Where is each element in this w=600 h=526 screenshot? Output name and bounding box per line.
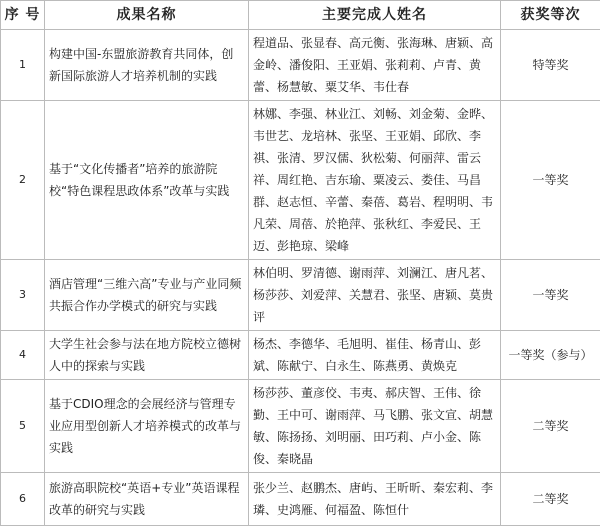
header-row xyxy=(1,1,600,30)
award-level: 二等奖 xyxy=(501,473,600,526)
award-level: 二等奖 xyxy=(501,380,600,473)
completers-names: 林伯明、罗清德、谢雨萍、刘澜江、唐凡茗、杨莎莎、刘爱萍、关慧君、张坚、唐颖、莫贵评 xyxy=(249,260,501,331)
achievement-title: 大学生社会参与法在地方院校立德树人中的探索与实践 xyxy=(45,331,249,380)
header-title: 成果名称 xyxy=(45,1,249,30)
table-row xyxy=(1,331,600,380)
header-award: 获奖等次 xyxy=(501,1,600,30)
row-number: 3 xyxy=(1,260,45,331)
award-level: 一等奖 xyxy=(501,101,600,260)
award-level: 一等奖 xyxy=(501,260,600,331)
achievement-title: 旅游高职院校“英语+专业”英语课程改革的研究与实践 xyxy=(45,473,249,526)
achievement-title: 酒店管理“三维六高”专业与产业同频共振合作办学模式的研究与实践 xyxy=(45,260,249,331)
table-row xyxy=(1,30,600,101)
completers-names: 杨莎莎、董彦佼、韦夷、郝庆智、王伟、徐勤、王中可、谢雨萍、马飞鹏、张文宣、胡慧敏、陈扬扬、刘明丽、田巧莉、卢小金、陈俊、秦晓晶 xyxy=(249,380,501,473)
completers-names: 杨杰、李德华、毛旭明、崔佳、杨青山、彭斌、陈献宁、白永生、陈燕勇、黄焕克 xyxy=(249,331,501,380)
table-row xyxy=(1,260,600,331)
completers-names: 林娜、李强、林业江、刘畅、刘金菊、金晔、韦世艺、龙培林、张坚、王亚娟、邱欣、李祺、张清、罗汉儒、狄松菊、何丽萍、雷云祥、周红艳、吉东瑜、粟凌云、娄佳、马昌群、赵志恒、辛蕾、秦蓓、葛岩、程明明、韦凡荣、周蓓、於艳萍、张秋红、李爱民、王迈、彭艳琼、梁峰 xyxy=(249,101,501,260)
row-number: 5 xyxy=(1,380,45,473)
header-no: 序 号 xyxy=(1,1,45,30)
award-level: 特等奖 xyxy=(501,30,600,101)
header-names: 主要完成人姓名 xyxy=(249,1,501,30)
completers-names: 程道品、张显春、高元衡、张海琳、唐颖、高金岭、潘俊阳、王亚娟、张莉莉、卢青、黄蕾、杨慧敏、粟艾华、韦仕春 xyxy=(249,30,501,101)
achievement-title: 基于CDIO理念的会展经济与管理专业应用型创新人才培养模式的改革与实践 xyxy=(45,380,249,473)
table-row xyxy=(1,380,600,473)
row-number: 6 xyxy=(1,473,45,526)
award-level: 一等奖（参与） xyxy=(501,331,600,380)
table-row xyxy=(1,101,600,260)
row-number: 4 xyxy=(1,331,45,380)
achievement-title: 构建中国-东盟旅游教育共同体，创新国际旅游人才培养机制的实践 xyxy=(45,30,249,101)
completers-names: 张少兰、赵鹏杰、唐屿、王昕昕、秦宏莉、李璘、史鸿雁、何福盈、陈恒什 xyxy=(249,473,501,526)
row-number: 2 xyxy=(1,101,45,260)
row-number: 1 xyxy=(1,30,45,101)
table-row xyxy=(1,473,600,526)
achievement-title: 基于“文化传播者”培养的旅游院校“特色课程思政体系”改革与实践 xyxy=(45,101,249,260)
